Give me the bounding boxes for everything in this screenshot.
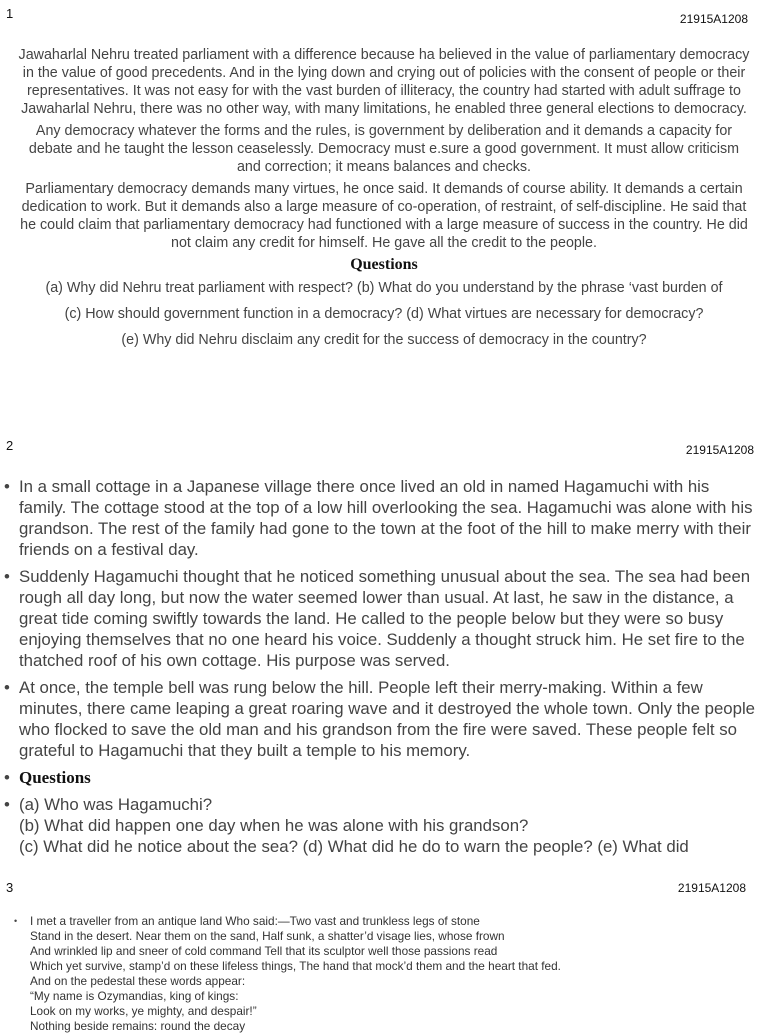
question: (e) Why did Nehru disclaim any credit for the success of democracy in the country?: [121, 332, 647, 348]
slide-3: [0, 874, 768, 1033]
question: (c) What did he notice about the sea? (d) What did he do to warn the people? (e) What did: [19, 837, 689, 856]
passage-2: [4, 476, 758, 863]
question: (c) How should government function in a democracy? (d) What virtues are necessary for democracy?: [64, 306, 704, 322]
list-item: [4, 767, 758, 788]
roll-number: 21915A1208: [679, 12, 748, 26]
paragraph: Any democracy whatever the forms and the rules, is government by deliberation and it demands a capacity for debate and he taught the lesson ceaselessly. Democracy must e.sure a good government. It must allow criticism and correction; it means balances and checks.: [28, 123, 740, 175]
paragraph: Jawaharlal Nehru treated parliament with a difference because ha believed in the value of parliamentary democracy in the value of good precedents. And in the lying down and crying out of policies with the consent of people or their representatives. It was not easy for with the vast burden of illiteracy, the country had started with adult suffrage to Jawaharlal Nehru, there was no other way, with many limitations, he enabled three general elections to democracy.: [18, 47, 750, 117]
poem-line: Look on my works, ye mighty, and despair!”: [30, 1004, 257, 1018]
bullet-icon: •: [4, 795, 10, 814]
slide-1: [0, 0, 768, 430]
slide-number: 1: [6, 6, 14, 21]
list-item: [4, 794, 758, 857]
question: (b) What did happen one day when he was alone with his grandson?: [19, 816, 529, 835]
slide-number: 3: [6, 880, 14, 895]
list-item: [4, 677, 758, 761]
paragraph: Suddenly Hagamuchi thought that he noticed something unusual about the sea. The sea had been rough all day long, but now the water seemed lower than usual. At last, he saw in the distance, a great tide coming swiftly towards the land. He called to the people below but they were so busy enjoying themselves that no one heard his voice. Suddenly a thought struck him. He set fire to the thatched roof of his own cottage. His purpose was served.: [19, 567, 751, 670]
bullet-icon: •: [4, 477, 10, 496]
question: (a) Why did Nehru treat parliament with respect? (b) What do you understand by the phrase ‘vast burden of: [45, 280, 723, 296]
passage-1: [18, 46, 750, 357]
slide-number: 2: [6, 438, 14, 453]
poem-line: Stand in the desert. Near them on the sand, Half sunk, a shatter’d visage lies, whose frown: [30, 929, 505, 943]
paragraph: At once, the temple bell was rung below the hill. People left their merry-making. Within a few minutes, there came leaping a great roaring wave and it destroyed the whole town. Only the people who flocked to save the old man and his grandson from the fire were saved. These people felt so grateful to Hagamuchi that they built a temple to his memory.: [19, 678, 756, 760]
questions-heading: Questions: [19, 768, 91, 787]
poem-line: Which yet survive, stamp’d on these lifeless things, The hand that mock’d them and the heart that fed.: [30, 959, 561, 973]
poem-line: And on the pedestal these words appear:: [30, 974, 246, 988]
list-item: [4, 476, 758, 560]
bullet-icon: •: [4, 567, 10, 586]
roll-number: 21915A1208: [677, 881, 746, 895]
paragraph: Parliamentary democracy demands many virtues, he once said. It demands of course ability. It demands a certain dedication to work. But it demands also a large measure of co-operation, of restraint, of self-discipline. He said that he could claim that parliamentary democracy had functioned with a large measure of success in the country. He did not claim any credit for himself. He gave all the credit to the people.: [20, 181, 748, 251]
question: (a) Who was Hagamuchi?: [19, 795, 213, 814]
poem-line: I met a traveller from an antique land Who said:—Two vast and trunkless legs of stone: [30, 914, 480, 928]
bullet-icon: •: [14, 916, 18, 926]
poem-line: And wrinkled lip and sneer of cold command Tell that its sculptor well those passions read: [30, 944, 498, 958]
poem: [14, 914, 748, 1034]
paragraph: In a small cottage in a Japanese village there once lived an old in named Hagamuchi with his family. The cottage stood at the top of a low hill overlooking the sea. Hagamuchi was alone with his grandson. The rest of the family had gone to the town at the foot of the hill to make merry with their friends on a festival day.: [19, 477, 753, 559]
roll-number: 21915A1208: [685, 443, 754, 457]
slide-2: [0, 432, 768, 862]
list-item: [4, 566, 758, 671]
questions-heading: Questions: [350, 256, 418, 273]
bullet-icon: •: [4, 768, 10, 787]
poem-line: “My name is Ozymandias, king of kings:: [30, 989, 239, 1003]
bullet-icon: •: [4, 678, 10, 697]
poem-line: Nothing beside remains: round the decay: [30, 1019, 246, 1033]
